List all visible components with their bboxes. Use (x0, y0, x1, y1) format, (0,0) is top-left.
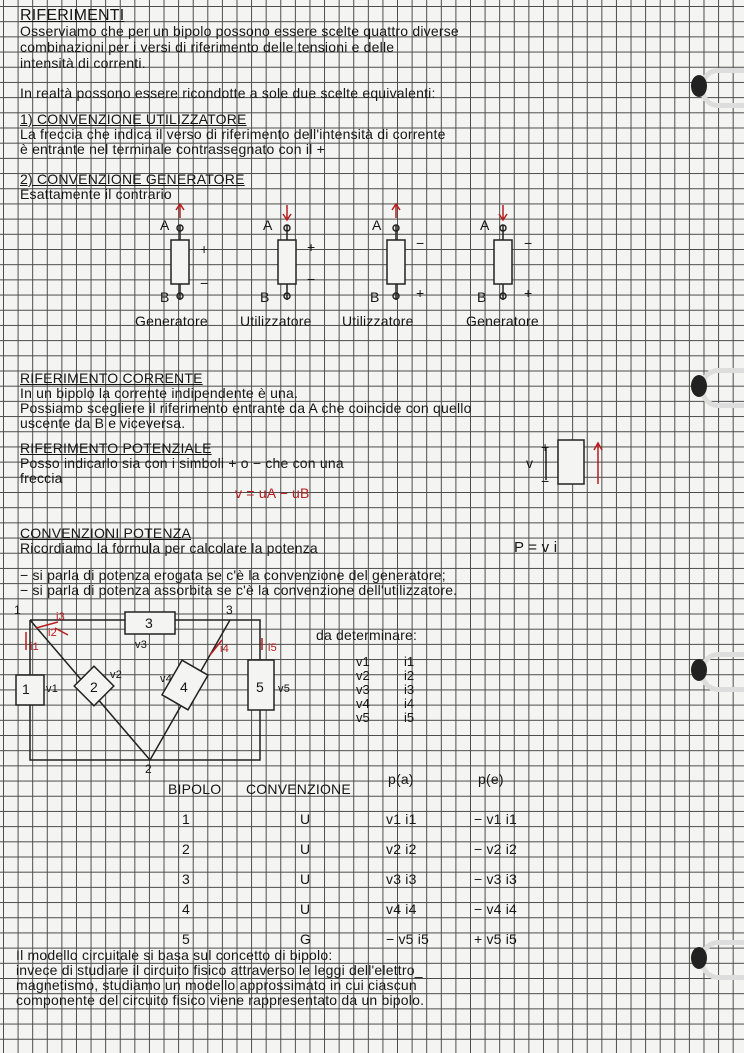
table-header: p(a) (388, 771, 414, 787)
potenza-bullet: − si parla di potenza assorbita se c'è la convenzione dell'utilizzatore. (20, 582, 458, 598)
minus-sign: − (307, 271, 316, 287)
unknown-v: v5 (356, 710, 370, 725)
table-cell: 3 (182, 871, 190, 887)
table-cell: + v5 i5 (474, 931, 518, 947)
potenziale-text: Posso indicarlo sia con i simboli + o − che con una (20, 455, 344, 471)
unknown-i: i4 (404, 696, 415, 711)
table-cell: G (300, 931, 312, 947)
node-label: 3 (226, 603, 233, 617)
table-cell: 5 (182, 931, 190, 947)
table-cell: − v2 i2 (474, 841, 518, 857)
plus-sign: + (416, 285, 425, 301)
intro-line: intensità di correnti. (20, 55, 146, 71)
node-label: 2 (145, 762, 152, 776)
intro-line: Osserviamo che per un bipolo possono essere scelte quattro diverse (20, 23, 459, 39)
unknown-i: i2 (404, 668, 415, 683)
diagram-label: Generatore (135, 313, 208, 329)
power-formula: P = v i (514, 539, 558, 556)
bipole-diagram-2 (278, 205, 296, 300)
closing-text: invece di studiare il circuito fisico attraverso le leggi dell'elettro_ (16, 962, 423, 978)
bipole-diagram-1 (171, 204, 189, 300)
potenziale-text: freccia (20, 470, 63, 486)
terminal-b-label: B (260, 289, 270, 305)
table-header: CONVENZIONE (246, 781, 351, 797)
determine-list (404, 655, 414, 725)
bipole-number: 2 (90, 679, 98, 695)
corrente-text: In un bipolo la corrente indipendente è una. (20, 385, 299, 401)
table-cell: v4 i4 (386, 901, 417, 917)
plus-sign: + (200, 241, 209, 257)
corrente-title: RIFERIMENTO CORRENTE (20, 370, 203, 386)
terminal-a-label: A (480, 217, 490, 233)
table-cell: v3 i3 (386, 871, 417, 887)
bipole-number: 4 (180, 679, 188, 695)
unknown-i: i3 (404, 682, 415, 697)
terminal-a-label: A (263, 217, 273, 233)
potenziale-title: RIFERIMENTO POTENZIALE (20, 440, 212, 456)
table-cell: − v4 i4 (474, 901, 518, 917)
circuit-label: i3 (56, 611, 65, 623)
conv2-title: 2) CONVENZIONE GENERATORE (20, 171, 245, 187)
bipole-number: 3 (145, 615, 153, 631)
conv1-text: La freccia che indica il verso di riferimento dell'intensità di corrente (20, 126, 446, 142)
minus-sign: − (200, 275, 209, 291)
circuit-label: i1 (30, 641, 39, 653)
table-cell: − v1 i1 (474, 811, 518, 827)
minus-sign: − (416, 235, 425, 251)
corrente-text: Possiamo scegliere il riferimento entrante da A che coincide con quello (20, 400, 472, 416)
table-cell: U (300, 871, 311, 887)
diagram-label: Utilizzatore (240, 313, 312, 329)
circuit-label: v1 (46, 683, 59, 695)
unknown-v: v4 (356, 696, 370, 711)
terminal-a-label: A (372, 217, 382, 233)
table-header: p(e) (478, 771, 504, 787)
unknown-v: v1 (356, 654, 370, 669)
diagram-label: Utilizzatore (342, 313, 414, 329)
table-cell: 4 (182, 901, 190, 917)
potential-symbol (546, 440, 602, 484)
circuit-label: i4 (220, 643, 229, 655)
table-cell: U (300, 841, 311, 857)
potential-formula: v = uA − uB (235, 485, 310, 501)
closing-text: magnetismo, studiamo un modello approssimato in cui ciascun (16, 977, 417, 993)
plus-sign: + (524, 285, 533, 301)
plus-sign: + (307, 239, 316, 255)
terminal-b-label: B (160, 289, 170, 305)
circuit-label: v2 (110, 669, 123, 681)
conv1-text: è entrante nel terminale contrassegnato con il + (20, 141, 325, 157)
node-label: 1 (14, 603, 21, 617)
circuit-label: v4 (160, 673, 173, 685)
circuit-label: v3 (135, 639, 148, 651)
minus-sign: − (524, 235, 533, 251)
minus-sign: − (541, 473, 550, 489)
circuit-label: i5 (268, 642, 277, 654)
table-cell: − v5 i5 (386, 931, 430, 947)
potenza-bullet: − si parla di potenza erogata se c'è la convenzione del generatore; (20, 567, 446, 583)
unknown-i: i1 (404, 654, 415, 669)
table-cell: 1 (182, 811, 190, 827)
determine-title: da determinare: (316, 627, 418, 643)
bipole-diagram-4 (494, 205, 512, 300)
unknown-v: v2 (356, 668, 370, 683)
bipole-number: 1 (22, 681, 30, 697)
table-cell: 2 (182, 841, 190, 857)
terminal-b-label: B (370, 289, 380, 305)
potenza-text: Ricordiamo la formula per calcolare la potenza (20, 540, 318, 556)
potenza-title: CONVENZIONI POTENZA (20, 525, 192, 541)
table-cell: v2 i2 (386, 841, 417, 857)
table-cell: U (300, 901, 311, 917)
intro-line: combinazioni per i versi di riferimento delle tensioni e delle (20, 39, 395, 55)
corrente-text: uscente da B e viceversa. (20, 415, 186, 431)
plus-sign: + (541, 439, 550, 455)
bipole-number: 5 (256, 679, 264, 695)
reduction-text: In realtà possono essere ricondotte a sole due scelte equivalenti: (20, 85, 436, 101)
page-title: RIFERIMENTI (20, 7, 125, 24)
bipole-diagram-3 (387, 204, 405, 300)
table-cell: − v3 i3 (474, 871, 518, 887)
terminal-a-label: A (160, 217, 170, 233)
table-header: BIPOLO (168, 781, 222, 797)
closing-text: Il modello circuitale si basa sul concetto di bipolo: (16, 947, 333, 963)
determine-list (356, 655, 370, 725)
closing-text: componente del circuito fisico viene rappresentato da un bipolo. (16, 992, 425, 1008)
voltage-label: v (526, 455, 534, 471)
conv2-text: Esattamente il contrario (20, 186, 172, 202)
unknown-v: v3 (356, 682, 370, 697)
circuit-label: v5 (278, 683, 291, 695)
table-cell: v1 i1 (386, 811, 417, 827)
circuit-label: i2 (48, 627, 57, 639)
table-cell: U (300, 811, 311, 827)
conv1-title: 1) CONVENZIONE UTILIZZATORE (20, 111, 247, 127)
unknown-i: i5 (404, 710, 415, 725)
diagram-label: Generatore (466, 313, 539, 329)
terminal-b-label: B (477, 289, 487, 305)
